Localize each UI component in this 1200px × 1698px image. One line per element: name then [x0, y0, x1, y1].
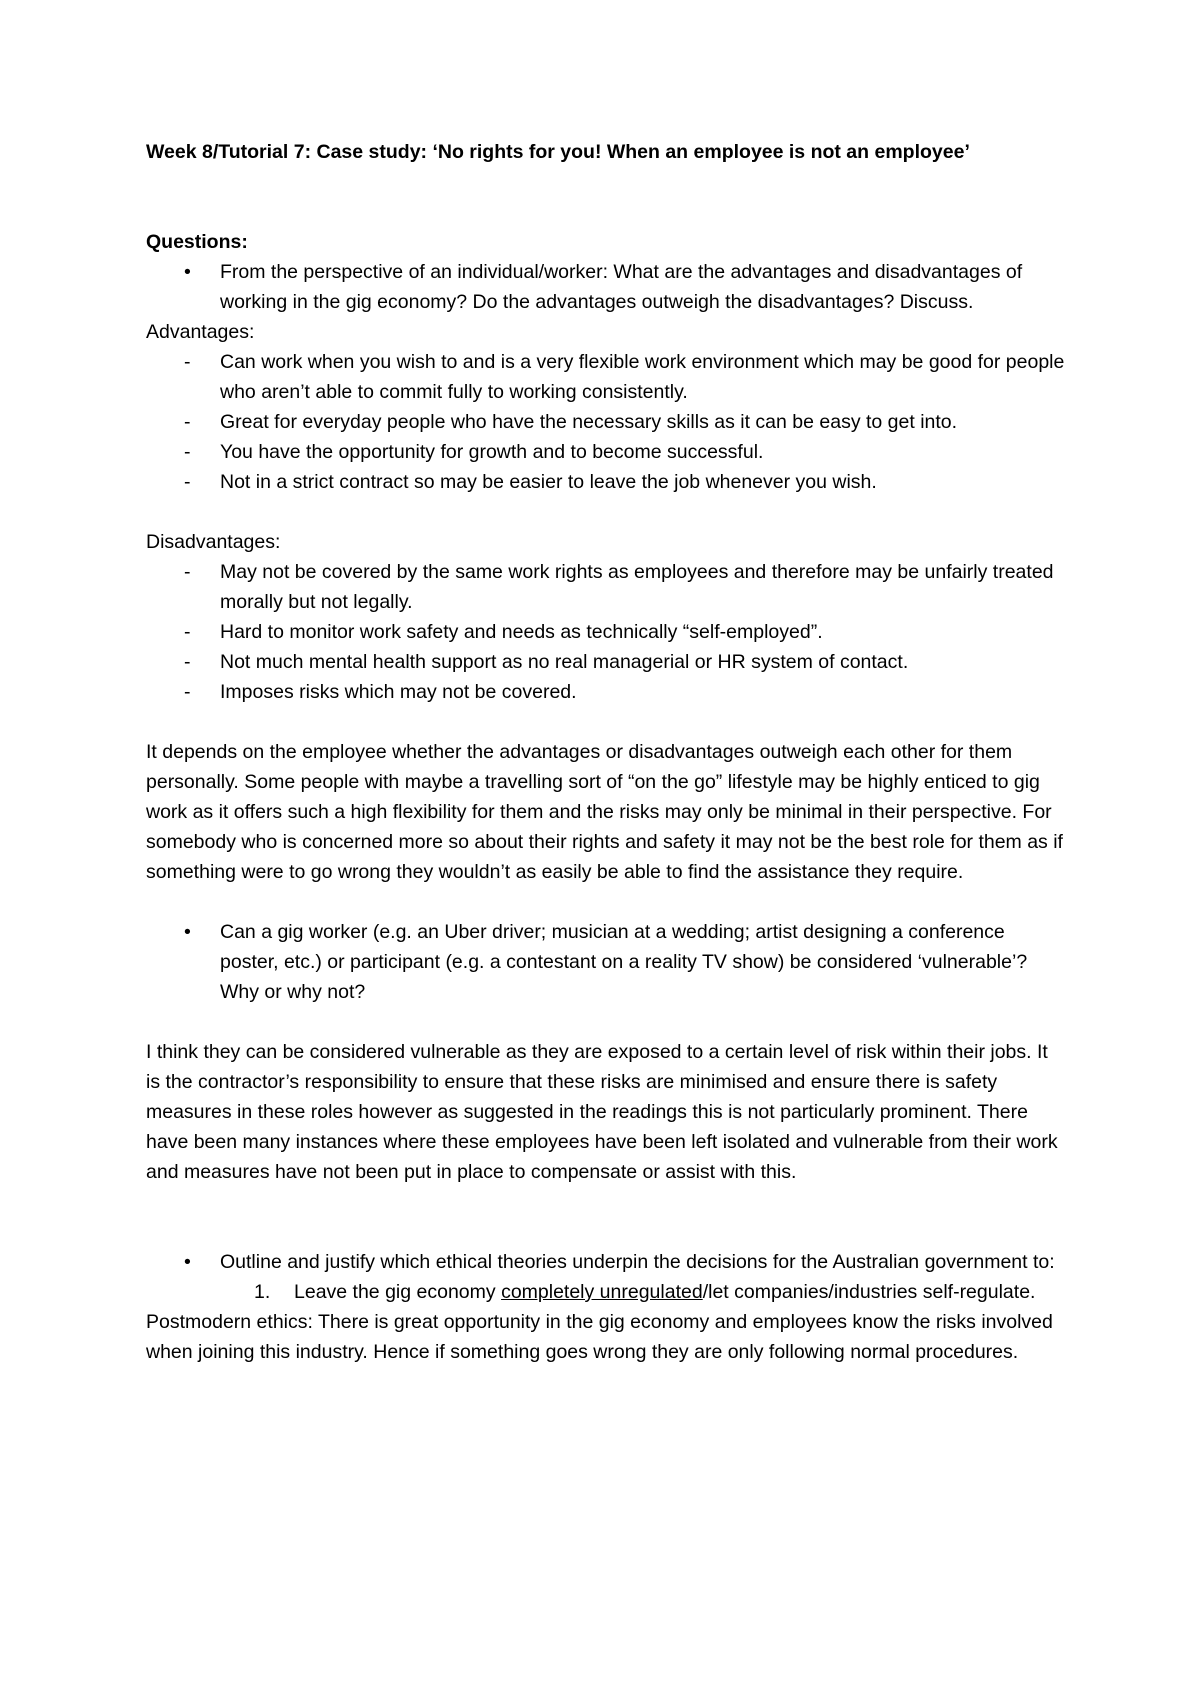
- sublist-text-pre: Leave the gig economy: [294, 1281, 502, 1303]
- underlined-text: completely unregulated: [501, 1281, 703, 1303]
- question-3: [146, 1247, 1066, 1277]
- answer-2-paragraph: I think they can be considered vulnerable as they are exposed to a certain level of risk within their jobs. It is the contractor’s responsibility to ensure that these risks are minimised and ensure there is safety measures in these roles however as suggested in the readings this is not particularly prominent. There have been many instances where these employees have been left isolated and vulnerable from their work and measures have not been put in place to compensate or assist with this.: [146, 1041, 1058, 1183]
- advantages-heading: Advantages:: [146, 321, 255, 343]
- dash-icon: -: [184, 471, 191, 493]
- question-1-text: From the perspective of an individual/worker: What are the advantages and disadvantages of working in the gig economy? Do the advantages outweigh the disadvantages? Discuss.: [220, 261, 1023, 313]
- dash-icon: -: [184, 561, 191, 583]
- question-3-sublist: [146, 1277, 1066, 1307]
- bullet-icon: •: [184, 921, 191, 943]
- bullet-icon: •: [184, 261, 191, 283]
- question-1-list: [146, 257, 1066, 317]
- document-page: [146, 137, 1066, 1367]
- question-3-list: [146, 1247, 1066, 1277]
- disadvantage-text: May not be covered by the same work rights as employees and therefore may be unfairly treated morally but not legally.: [220, 561, 1054, 613]
- list-item: [146, 557, 1066, 617]
- sublist-text-post: /let companies/industries self-regulate.: [702, 1281, 1036, 1303]
- question-3-text: Outline and justify which ethical theories underpin the decisions for the Australian government to:: [220, 1251, 1055, 1273]
- advantage-text: You have the opportunity for growth and to become successful.: [220, 441, 764, 463]
- disadvantage-text: Hard to monitor work safety and needs as technically “self-employed”.: [220, 621, 823, 643]
- disadvantages-list: [146, 557, 1066, 707]
- list-item: [146, 437, 1066, 467]
- question-2: [146, 917, 1066, 1007]
- disadvantage-text: Imposes risks which may not be covered.: [220, 681, 577, 703]
- advantage-text: Great for everyday people who have the necessary skills as it can be easy to get into.: [220, 411, 958, 433]
- dash-icon: -: [184, 441, 191, 463]
- question-2-list: [146, 917, 1066, 1007]
- dash-icon: -: [184, 681, 191, 703]
- list-item: [146, 407, 1066, 437]
- advantage-text: Not in a strict contract so may be easier to leave the job whenever you wish.: [220, 471, 877, 493]
- list-item: [146, 647, 1066, 677]
- questions-heading: Questions:: [146, 231, 248, 253]
- question-2-text: Can a gig worker (e.g. an Uber driver; musician at a wedding; artist designing a conference poster, etc.) or participant (e.g. a contestant on a reality TV show) be considered ‘vulnerable’? Why or why not?: [220, 921, 1028, 1003]
- dash-icon: -: [184, 351, 191, 373]
- disadvantages-heading: Disadvantages:: [146, 531, 281, 553]
- list-item: [146, 617, 1066, 647]
- list-item: [146, 1277, 1066, 1307]
- dash-icon: -: [184, 621, 191, 643]
- answer-1-paragraph: It depends on the employee whether the advantages or disadvantages outweigh each other for them personally. Some people with maybe a travelling sort of “on the go” lifestyle may be highly enticed to gig work as it offers such a high flexibility for them and the risks may only be minimal in their perspective. For somebody who is concerned more so about their rights and safety it may not be the best role for them as if something were to go wrong they wouldn’t as easily be able to find the assistance they require.: [146, 741, 1063, 883]
- dash-icon: -: [184, 411, 191, 433]
- bullet-icon: •: [184, 1251, 191, 1273]
- number-marker: 1.: [254, 1281, 271, 1303]
- document-title: Week 8/Tutorial 7: Case study: ‘No rights for you! When an employee is not an employee’: [146, 141, 970, 163]
- disadvantage-text: Not much mental health support as no real managerial or HR system of contact.: [220, 651, 909, 673]
- question-1: [146, 257, 1066, 317]
- answer-3-paragraph: Postmodern ethics: There is great opportunity in the gig economy and employees know the risks involved when joining this industry. Hence if something goes wrong they are only following normal procedures.: [146, 1311, 1053, 1363]
- dash-icon: -: [184, 651, 191, 673]
- advantage-text: Can work when you wish to and is a very flexible work environment which may be good for people who aren’t able to commit fully to working consistently.: [220, 351, 1065, 403]
- advantages-list: [146, 347, 1066, 497]
- list-item: [146, 467, 1066, 497]
- list-item: [146, 347, 1066, 407]
- list-item: [146, 677, 1066, 707]
